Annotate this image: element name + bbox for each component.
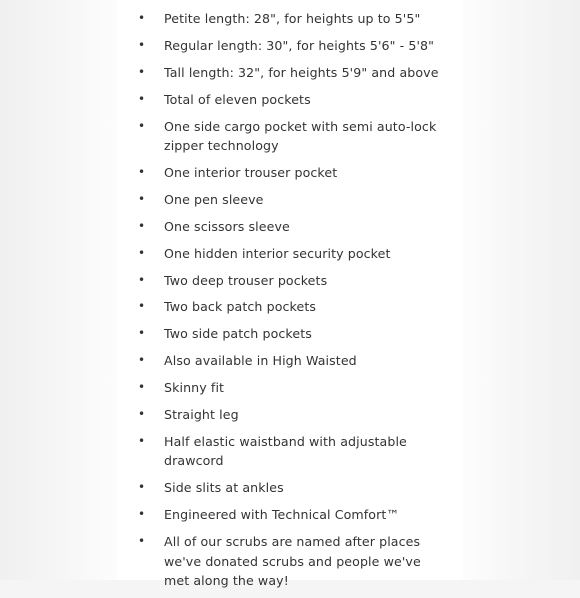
feature-item <box>118 90 462 109</box>
feature-text: One interior trouser pocket <box>164 164 338 180</box>
background-left <box>0 0 118 580</box>
bullet-icon: • <box>138 191 146 206</box>
feature-list <box>118 9 462 598</box>
bullet-icon: • <box>138 91 146 106</box>
feature-item <box>118 271 462 290</box>
bullet-icon: • <box>138 480 146 495</box>
feature-text: Petite length: 28", for heights up to 5'5" <box>164 11 421 26</box>
bullet-icon: • <box>138 164 146 179</box>
feature-item <box>118 244 462 263</box>
feature-item <box>118 324 462 343</box>
feature-text: Skinny fit <box>164 380 225 396</box>
bullet-icon: • <box>138 118 146 133</box>
feature-item <box>118 351 462 370</box>
feature-item <box>118 63 462 82</box>
feature-item <box>118 378 462 397</box>
feature-text: Half elastic waistband with adjustable drawcord <box>164 434 407 469</box>
bullet-icon: • <box>138 534 146 549</box>
product-details-panel <box>118 0 462 588</box>
bullet-icon: • <box>138 299 146 314</box>
bullet-icon: • <box>138 64 146 79</box>
feature-text: Regular length: 30", for heights 5'6" - 5'8" <box>164 37 435 53</box>
bullet-icon: • <box>138 245 146 260</box>
feature-text: Two deep trouser pockets <box>164 272 328 288</box>
feature-text: Also available in High Waisted <box>164 353 357 369</box>
feature-text: Engineered with Technical Comfort™ <box>164 507 400 523</box>
feature-item <box>118 297 462 316</box>
bullet-icon: • <box>138 434 146 448</box>
bullet-icon: • <box>138 37 146 52</box>
background-right <box>462 0 580 580</box>
feature-text: One pen sleeve <box>164 191 264 207</box>
feature-item <box>118 217 462 236</box>
feature-item <box>118 532 462 590</box>
bullet-icon: • <box>138 326 146 341</box>
bullet-icon: • <box>138 507 146 522</box>
bullet-icon: • <box>138 272 146 287</box>
feature-item <box>118 163 462 182</box>
bullet-icon: • <box>138 380 146 395</box>
feature-text: Straight leg <box>164 407 239 423</box>
feature-item <box>118 117 462 156</box>
feature-item <box>118 36 462 55</box>
bullet-icon: • <box>138 353 146 368</box>
feature-text: Total of eleven pockets <box>164 91 311 107</box>
feature-item <box>118 432 462 471</box>
feature-text: All of our scrubs are named after places we've donated scrubs and people we've met along the way! <box>164 534 421 588</box>
bullet-icon: • <box>138 218 146 233</box>
feature-item <box>118 9 462 28</box>
feature-item <box>118 478 462 497</box>
feature-item <box>118 190 462 209</box>
feature-text: Side slits at ankles <box>164 480 284 496</box>
bullet-icon: • <box>138 11 146 25</box>
feature-text: Tall length: 32", for heights 5'9" and above <box>164 64 439 80</box>
feature-item <box>118 405 462 424</box>
feature-text: Two side patch pockets <box>164 326 312 342</box>
feature-text: One scissors sleeve <box>164 218 290 234</box>
bullet-icon: • <box>138 407 146 422</box>
feature-text: One hidden interior security pocket <box>164 245 391 261</box>
feature-text: One side cargo pocket with semi auto-lock zipper technology <box>164 118 437 154</box>
feature-item <box>118 505 462 524</box>
feature-text: Two back patch pockets <box>164 299 317 315</box>
